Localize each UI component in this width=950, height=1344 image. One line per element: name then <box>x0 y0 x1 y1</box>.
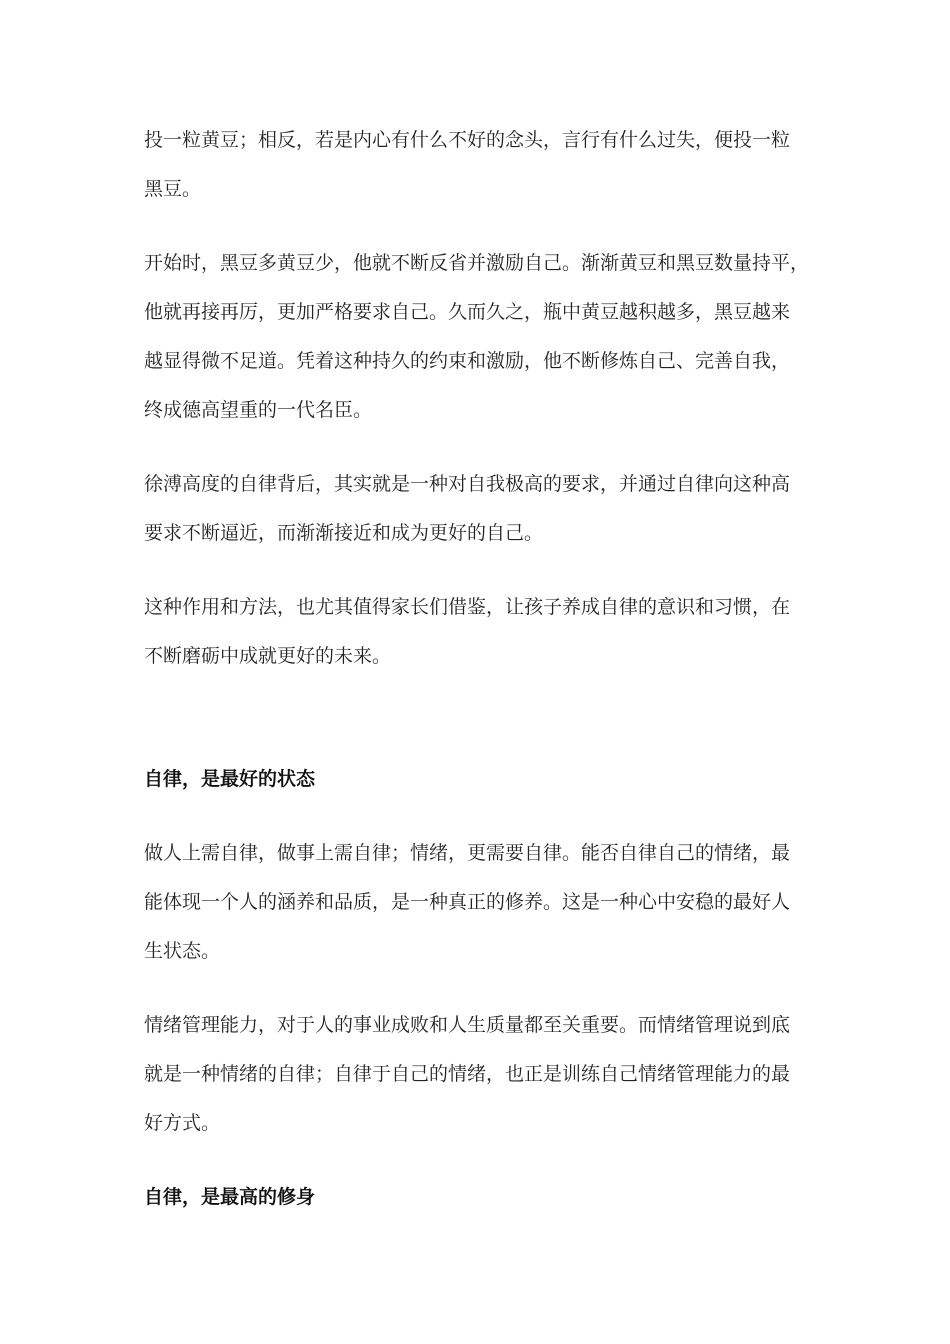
text-line: 就是一种情绪的自律；自律于自己的情绪，也正是训练自己情绪管理能力的最 <box>144 1063 791 1085</box>
text-line: 这种作用和方法，也尤其值得家长们借鉴，让孩子养成自律的意识和习惯，在 <box>144 596 791 618</box>
text-line: 徐溥高度的自律背后，其实就是一种对自我极高的要求，并通过自律向这种高 <box>144 473 791 495</box>
paragraph-parents <box>144 583 824 681</box>
document-page <box>144 116 824 1222</box>
text-line: 生状态。 <box>144 940 221 962</box>
text-line: 越显得微不足道。凭着这种持久的约束和激励，他不断修炼自己、完善自我， <box>144 350 791 372</box>
section-heading-best-state: 自律，是最好的状态 <box>144 768 316 790</box>
text-line: 情绪管理能力，对于人的事业成败和人生质量都至关重要。而情绪管理说到底 <box>144 1014 791 1036</box>
text-line: 好方式。 <box>144 1112 221 1134</box>
text-line: 投一粒黄豆；相反，若是内心有什么不好的念头，言行有什么过失，便投一粒 <box>144 129 791 151</box>
paragraph-self-reflection <box>144 239 824 435</box>
section-heading-self-cultivation: 自律，是最高的修身 <box>144 1186 316 1208</box>
text-line: 不断磨砺中成就更好的未来。 <box>144 645 392 667</box>
text-line: 要求不断逼近，而渐渐接近和成为更好的自己。 <box>144 522 544 544</box>
text-line: 终成德高望重的一代名臣。 <box>144 399 373 421</box>
paragraph-black-beans <box>144 116 824 214</box>
paragraph-xu-pu <box>144 460 824 558</box>
text-line: 黑豆。 <box>144 178 202 200</box>
paragraph-emotion-management <box>144 1001 824 1148</box>
text-line: 他就再接再厉，更加严格要求自己。久而久之，瓶中黄豆越积越多，黑豆越来 <box>144 301 791 323</box>
text-line: 能体现一个人的涵养和品质，是一种真正的修养。这是一种心中安稳的最好人 <box>144 891 791 913</box>
text-line: 做人上需自律，做事上需自律；情绪，更需要自律。能否自律自己的情绪，最 <box>144 842 791 864</box>
text-line: 开始时，黑豆多黄豆少，他就不断反省并激励自己。渐渐黄豆和黑豆数量持平， <box>144 252 810 274</box>
paragraph-emotion-discipline <box>144 829 824 976</box>
